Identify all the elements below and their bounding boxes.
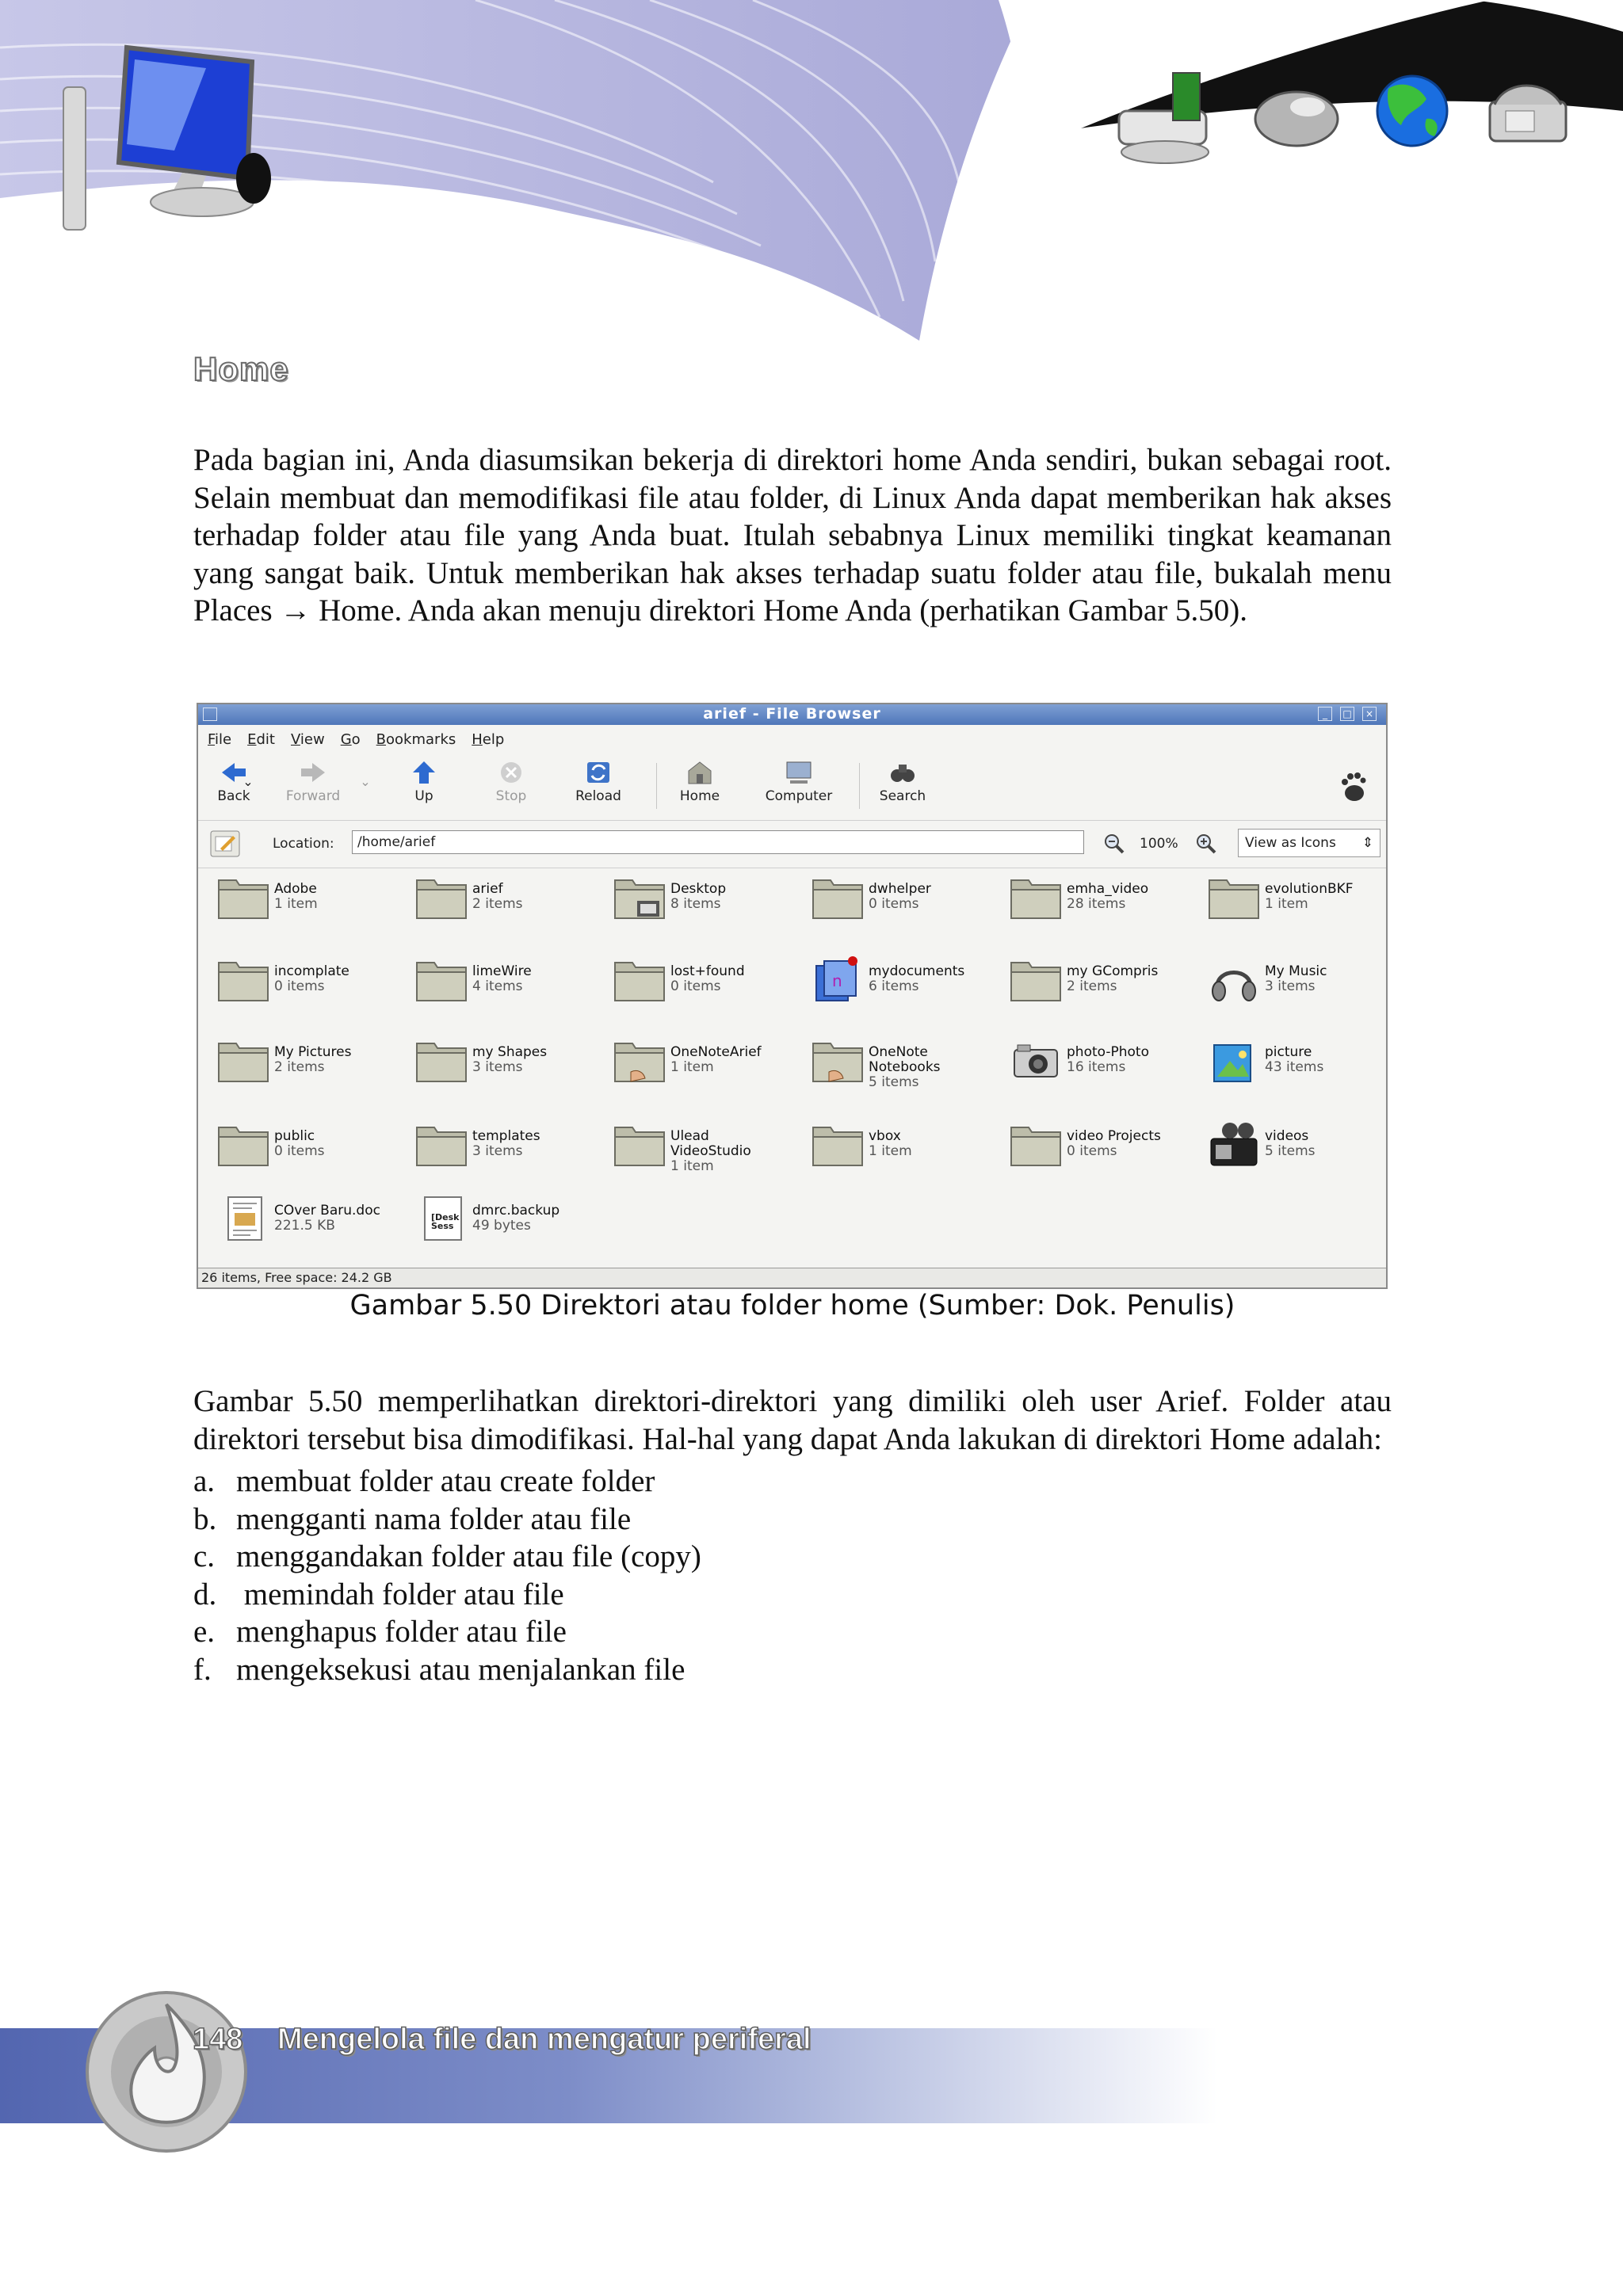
icon-item[interactable] xyxy=(1189,869,1384,942)
item-count: 2 items xyxy=(1067,978,1117,994)
stop-button[interactable]: Stop xyxy=(475,760,547,804)
list-item xyxy=(193,1613,701,1651)
icon-item[interactable] xyxy=(991,1032,1186,1105)
item-count: 1 item xyxy=(1265,896,1308,912)
item-count: 0 items xyxy=(869,896,919,912)
item-name: lost+found xyxy=(670,963,745,979)
item-name: templates xyxy=(472,1128,540,1144)
item-count: 3 items xyxy=(472,1059,523,1075)
folder-icon xyxy=(1010,874,1062,920)
folder-icon xyxy=(812,1121,864,1167)
list-marker: d. xyxy=(193,1577,217,1611)
item-name: Desktop xyxy=(670,881,727,897)
icon-item[interactable] xyxy=(396,1191,591,1264)
item-count: 5 items xyxy=(1265,1143,1316,1159)
item-name: COver Baru.doc xyxy=(274,1203,380,1219)
text-file-icon xyxy=(415,1196,468,1241)
folder-icon xyxy=(415,1037,468,1083)
headphones-icon xyxy=(1208,956,1260,1002)
item-name: My Music xyxy=(1265,963,1327,979)
icon-item[interactable] xyxy=(792,952,987,1024)
location-bar xyxy=(198,822,1386,868)
home-button[interactable]: Home xyxy=(664,760,735,804)
list-item xyxy=(193,1576,701,1614)
icon-item[interactable] xyxy=(396,952,591,1024)
folder-icon xyxy=(415,956,468,1002)
menu-edit[interactable]: Edit xyxy=(247,730,275,748)
computer-icon xyxy=(784,760,814,785)
minimize-icon[interactable]: _ xyxy=(1318,707,1332,721)
edit-location-icon[interactable] xyxy=(209,830,241,858)
icon-item[interactable] xyxy=(1189,952,1384,1024)
zoom-level[interactable]: 100% xyxy=(1140,836,1178,852)
list-item xyxy=(193,1501,701,1539)
item-count: 221.5 KB xyxy=(274,1218,335,1234)
icon-item[interactable] xyxy=(198,952,393,1024)
binoculars-icon xyxy=(888,760,918,785)
document-file-icon xyxy=(217,1196,269,1241)
icon-view xyxy=(198,869,1386,1253)
item-name: picture xyxy=(1265,1044,1312,1060)
item-name: emha_video xyxy=(1067,881,1149,897)
step-list xyxy=(193,1463,701,1688)
icon-item[interactable] xyxy=(792,1116,987,1189)
chevron-down-icon: ⌄ xyxy=(360,774,371,789)
computer-button[interactable]: Computer xyxy=(753,760,845,804)
globe-icon xyxy=(1377,76,1447,146)
folder-icon xyxy=(217,874,269,920)
icon-item[interactable] xyxy=(991,952,1186,1024)
folder-icon xyxy=(1208,874,1260,920)
item-name: limeWire xyxy=(472,963,532,979)
list-item xyxy=(193,1651,701,1689)
item-count: 6 items xyxy=(869,978,919,994)
item-name: photo-Photo xyxy=(1067,1044,1149,1060)
folder-icon xyxy=(217,956,269,1002)
chevron-down-icon: ⌄ xyxy=(242,774,254,789)
item-count: 1 item xyxy=(670,1158,714,1174)
back-history-dropdown[interactable] xyxy=(236,774,260,790)
icon-item[interactable] xyxy=(198,1191,393,1264)
title-bar xyxy=(198,704,1386,725)
icon-item[interactable] xyxy=(396,1032,591,1105)
item-count: 0 items xyxy=(1067,1143,1117,1159)
item-count: 28 items xyxy=(1067,896,1126,912)
file-thumbnail-text: [Desk Sess xyxy=(431,1212,460,1231)
item-name: incomplate xyxy=(274,963,349,979)
arrow-right-icon xyxy=(298,760,328,785)
item-name: OneNote Notebooks xyxy=(869,1044,941,1075)
forward-history-dropdown[interactable] xyxy=(353,774,377,790)
after-paragraph: Gambar 5.50 memperlihatkan direktori-direktori yang dimiliki oleh user Arief. Folder atau direktori tersebut bisa dimodifikasi. Hal-hal yang dapat Anda lakukan di direktori Home adalah: xyxy=(193,1384,1392,1456)
figure-caption: Gambar 5.50 Direktori atau folder home (Sumber: Dok. Penulis) xyxy=(349,1290,1235,1322)
icon-item[interactable] xyxy=(396,869,591,942)
item-name: dwhelper xyxy=(869,881,931,897)
view-mode-select[interactable]: View as Icons ⇕ xyxy=(1238,829,1381,857)
icon-item[interactable] xyxy=(198,1116,393,1189)
item-count: 49 bytes xyxy=(472,1218,531,1234)
menu-file[interactable]: File xyxy=(208,730,232,748)
maximize-icon[interactable]: □ xyxy=(1340,707,1354,721)
camera-icon xyxy=(1010,1037,1062,1083)
location-label: Location: xyxy=(273,836,334,852)
folder-icon xyxy=(217,1121,269,1167)
mouse-icon xyxy=(1255,92,1338,146)
folder-icon xyxy=(1010,1121,1062,1167)
item-count: 4 items xyxy=(472,978,523,994)
close-icon[interactable]: × xyxy=(1362,707,1377,721)
folder-shared-icon xyxy=(812,1037,864,1083)
item-count: 8 items xyxy=(670,896,721,912)
arrow-up-icon xyxy=(409,760,439,785)
forward-button[interactable]: Forward xyxy=(277,760,349,804)
list-text: mengeksekusi atau menjalankan file xyxy=(236,1652,685,1687)
list-text: mengganti nama folder atau file xyxy=(236,1501,632,1536)
menu-view[interactable]: View xyxy=(290,730,325,748)
folder-icon xyxy=(812,874,864,920)
item-name: Ulead VideoStudio xyxy=(670,1128,751,1159)
item-name: Adobe xyxy=(274,881,317,897)
icon-item[interactable] xyxy=(1189,1116,1384,1189)
list-text: menggandakan folder atau file (copy) xyxy=(236,1539,701,1573)
icon-item[interactable] xyxy=(594,1032,789,1105)
item-name: public xyxy=(274,1128,315,1144)
icon-item[interactable] xyxy=(198,869,393,942)
window-title: arief - File Browser xyxy=(703,705,881,723)
item-name: my GCompris xyxy=(1067,963,1159,979)
menu-bar xyxy=(198,727,1386,752)
item-name: My Pictures xyxy=(274,1044,352,1060)
status-bar: 26 items, Free space: 24.2 GB xyxy=(198,1268,1386,1287)
list-marker: b. xyxy=(193,1501,217,1536)
list-text: memindah folder atau file xyxy=(236,1577,564,1611)
icon-item[interactable] xyxy=(198,1032,393,1105)
gnome-foot-icon xyxy=(1337,769,1369,804)
svg-text:n: n xyxy=(832,971,842,990)
item-count: 2 items xyxy=(472,896,523,912)
icon-item[interactable] xyxy=(792,869,987,942)
intro-paragraph: Pada bagian ini, Anda diasumsikan bekerja di direktori home Anda sendiri, bukan sebagai root. Selain membuat dan memodifikasi file atau folder, di Linux Anda dapat memberikan hak akses terhadap folder atau file yang Anda buat. Itulah sebabnya Linux memiliki tingkat keamanan yang sangat baik. Untuk memberikan hak akses terhadap suatu folder atau file, bukalah menu Places → Home. Anda akan menuju direktori Home Anda (perhatikan Gambar 5.50). xyxy=(193,443,1392,627)
stop-icon xyxy=(496,760,526,785)
item-name: vbox xyxy=(869,1128,901,1144)
folder-desktop-icon xyxy=(613,874,666,920)
section-heading: Home xyxy=(193,350,289,387)
list-item xyxy=(193,1538,701,1576)
folder-icon xyxy=(415,874,468,920)
search-button[interactable]: Search xyxy=(867,760,938,804)
icon-item[interactable] xyxy=(991,869,1186,942)
file-browser-window xyxy=(197,703,1388,1289)
icon-item[interactable] xyxy=(594,1116,789,1189)
item-count: 43 items xyxy=(1265,1059,1324,1075)
menu-bookmarks[interactable]: Bookmarks xyxy=(376,730,456,748)
item-name: mydocuments xyxy=(869,963,965,979)
menu-go[interactable]: Go xyxy=(340,730,361,748)
item-name: dmrc.backup xyxy=(472,1203,560,1219)
folder-icon xyxy=(613,956,666,1002)
zoom-out-icon[interactable] xyxy=(1103,833,1125,855)
menu-help[interactable]: Help xyxy=(472,730,505,748)
select-arrows-icon: ⇕ xyxy=(1361,835,1373,851)
icon-item[interactable] xyxy=(396,1116,591,1189)
film-icon xyxy=(1208,1121,1260,1167)
item-count: 1 item xyxy=(670,1059,714,1075)
icon-item[interactable] xyxy=(1189,1032,1384,1105)
icon-item[interactable] xyxy=(792,1032,987,1105)
folder-icon xyxy=(1010,956,1062,1002)
item-count: 0 items xyxy=(274,978,325,994)
item-count: 16 items xyxy=(1067,1059,1126,1075)
folder-icon xyxy=(613,1121,666,1167)
reload-button[interactable]: Reload xyxy=(563,760,634,804)
item-count: 1 item xyxy=(869,1143,912,1159)
location-input[interactable]: /home/arief xyxy=(352,830,1084,854)
toolbar-separator xyxy=(656,763,657,809)
page-number: 148 xyxy=(193,2023,243,2056)
list-marker: f. xyxy=(193,1652,212,1687)
icon-item[interactable] xyxy=(594,952,789,1024)
item-name: arief xyxy=(472,881,503,897)
list-text: membuat folder atau create folder xyxy=(236,1464,655,1498)
folder-icon xyxy=(415,1121,468,1167)
zoom-in-icon[interactable] xyxy=(1195,833,1217,855)
item-count: 3 items xyxy=(1265,978,1316,994)
item-name: evolutionBKF xyxy=(1265,881,1354,897)
item-count: 2 items xyxy=(274,1059,325,1075)
toolbar-separator xyxy=(859,763,860,809)
item-name: OneNoteArief xyxy=(670,1044,762,1060)
list-marker: a. xyxy=(193,1464,216,1498)
item-count: 3 items xyxy=(472,1143,523,1159)
cd-flame-icon xyxy=(79,1981,262,2155)
icon-item[interactable] xyxy=(991,1116,1186,1189)
list-marker: c. xyxy=(193,1539,216,1573)
list-text: menghapus folder atau file xyxy=(236,1615,567,1649)
item-count: 5 items xyxy=(869,1074,919,1090)
up-button[interactable]: Up xyxy=(388,760,460,804)
item-count: 1 item xyxy=(274,896,318,912)
item-count: 0 items xyxy=(274,1143,325,1159)
list-marker: e. xyxy=(193,1615,216,1649)
pictures-icon xyxy=(1208,1037,1260,1083)
home-icon xyxy=(685,760,715,785)
icon-item[interactable] xyxy=(594,869,789,942)
item-name: my Shapes xyxy=(472,1044,548,1060)
item-name: video Projects xyxy=(1067,1128,1161,1144)
item-count: 0 items xyxy=(670,978,721,994)
chapter-title: Mengelola file dan mengatur periferal xyxy=(277,2023,812,2056)
toolbar xyxy=(198,753,1386,821)
list-item xyxy=(193,1463,701,1501)
folder-shared-icon xyxy=(613,1037,666,1083)
back-button[interactable]: Back xyxy=(198,760,269,804)
reload-icon xyxy=(583,760,613,785)
header-wave-decoration xyxy=(0,0,1623,349)
item-name: videos xyxy=(1265,1128,1309,1144)
documents-icon xyxy=(812,956,864,1002)
folder-icon xyxy=(217,1037,269,1083)
